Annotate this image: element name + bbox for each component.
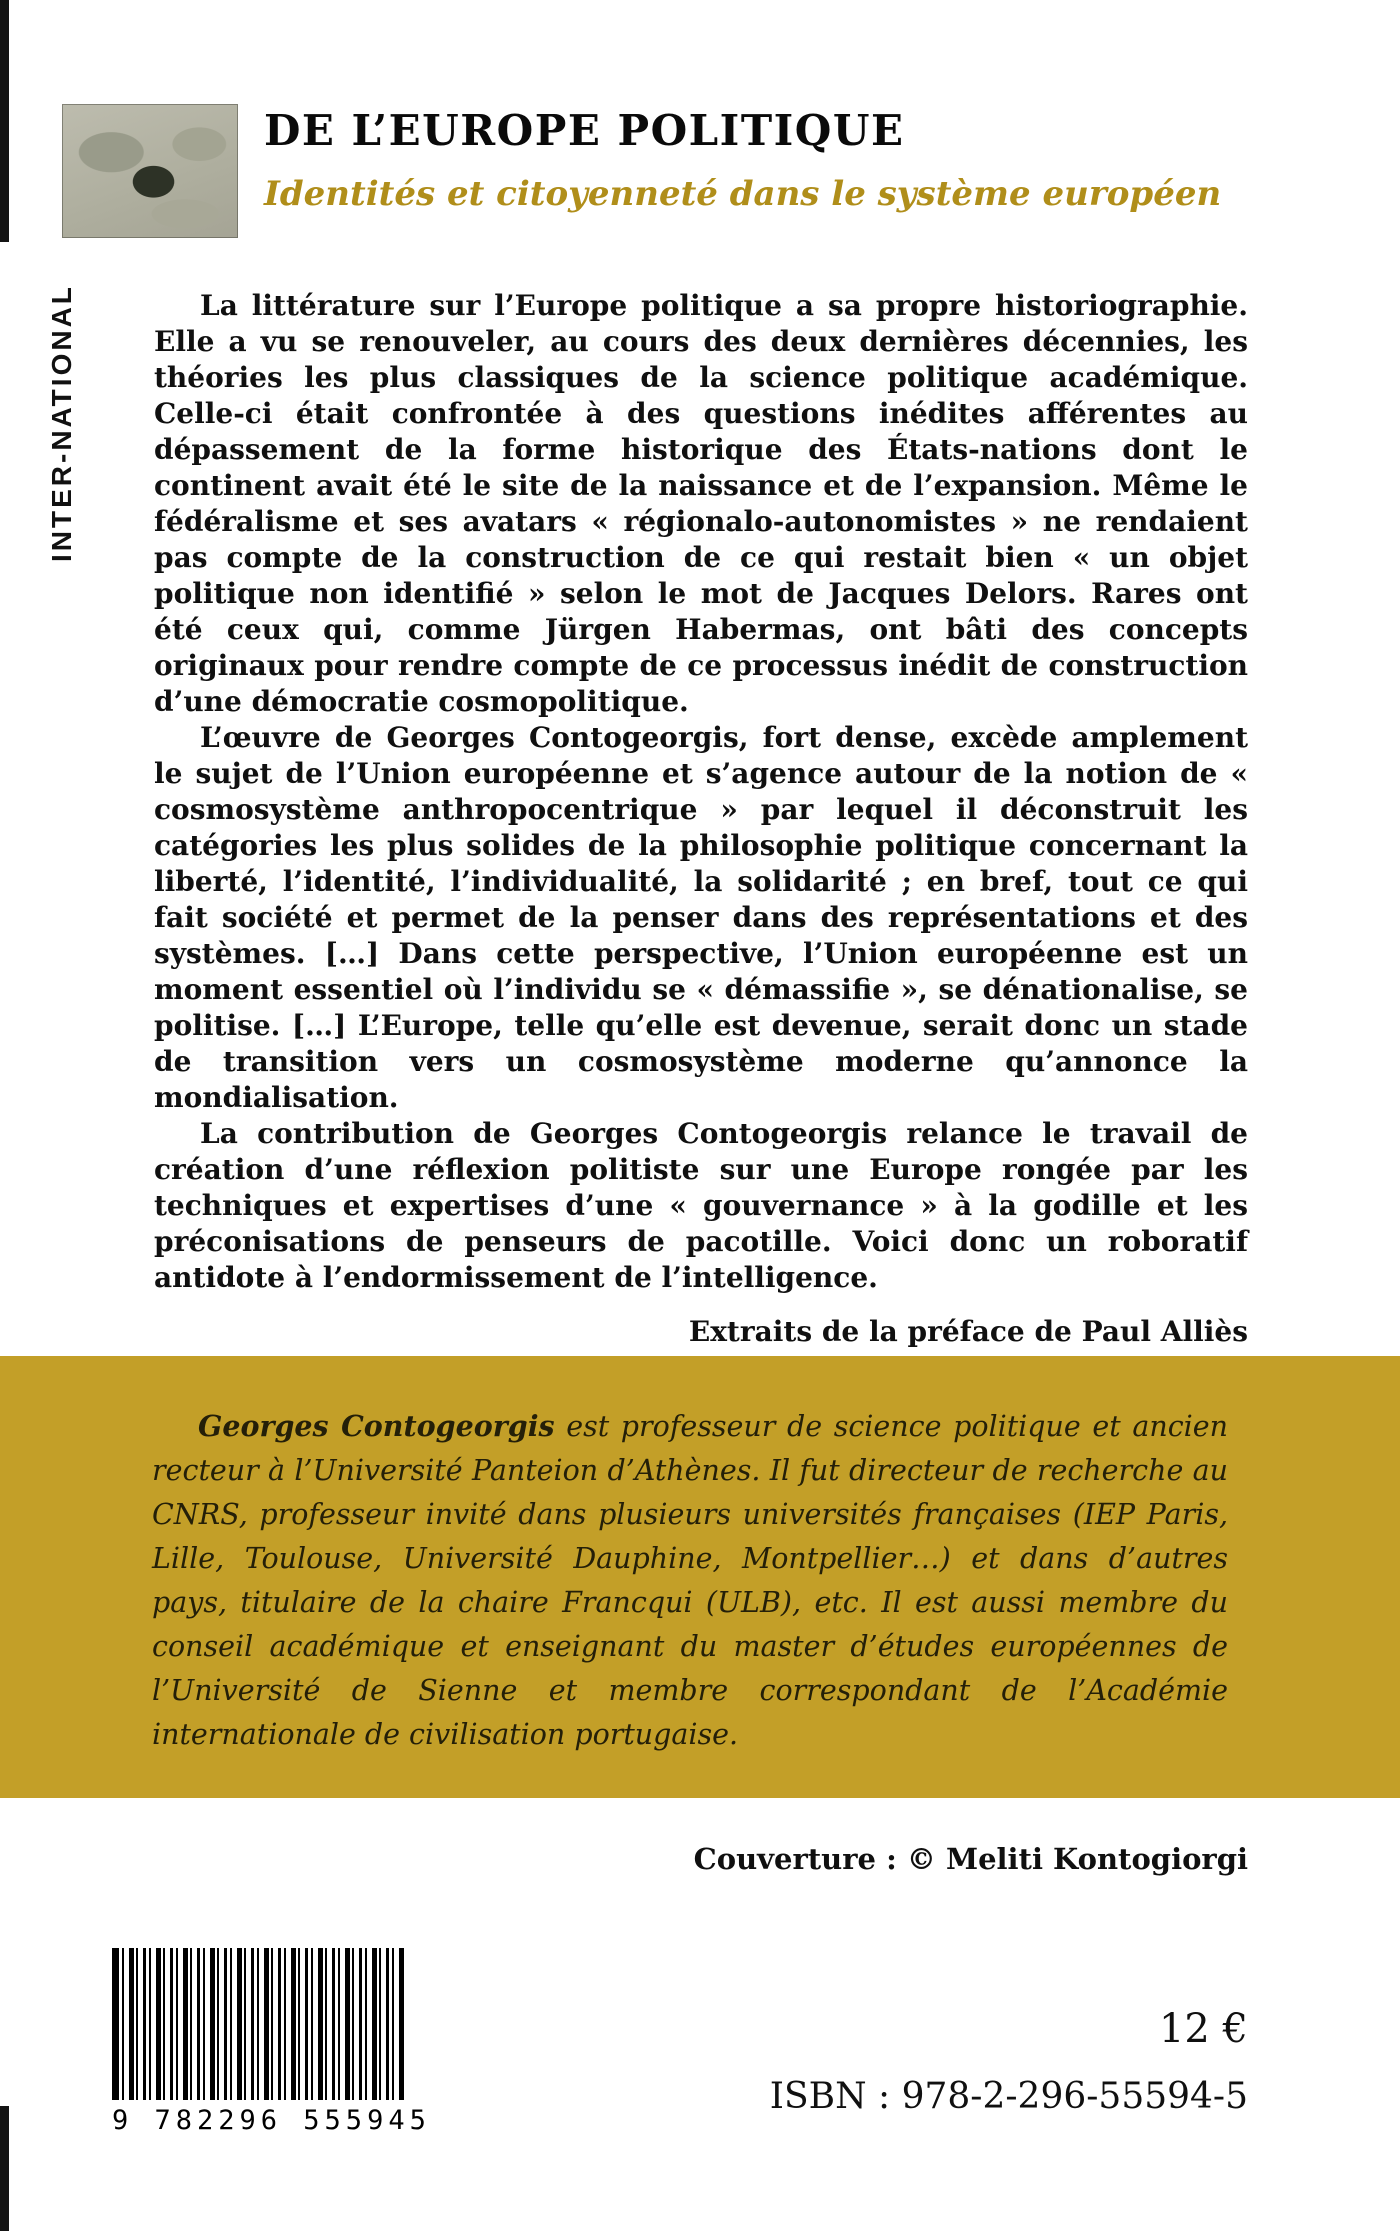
book-title: DE L’EUROPE POLITIQUE xyxy=(264,106,905,155)
spine-edge-strip-top xyxy=(0,0,9,242)
cover-art-credit: Couverture : © Meliti Kontogiorgi xyxy=(693,1842,1248,1876)
collection-label: INTER-NATIONAL xyxy=(46,284,77,562)
isbn: ISBN : 978-2-296-55594-5 xyxy=(769,2076,1248,2117)
author-bio xyxy=(0,1356,1400,1757)
preface-signature: Extraits de la préface de Paul Alliès xyxy=(688,1315,1248,1348)
back-cover-text xyxy=(154,288,1248,1350)
spine-edge-strip-bottom xyxy=(0,2106,9,2231)
barcode-number: 9 782296 555945 xyxy=(112,2105,431,2136)
price: 12 € xyxy=(1158,2006,1248,2052)
back-text-paragraph-3: La contribution de Georges Contogeorgis relance le travail de création d’une réflexion politiste sur une Europe rongée par les techniques et expertises d’une « gouvernance » à la godille et les préconisations de penseurs de pacotille. Voici donc un roboratif antidote à l’endormissement de l’intelligence. xyxy=(154,1117,1248,1294)
front-cover-map-thumbnail xyxy=(62,104,238,238)
back-text-paragraph-2: L’œuvre de Georges Contogeorgis, fort dense, excède amplement le sujet de l’Union européenne et s’agence autour de la notion de « cosmosystème anthropocentrique » par lequel il déconstruit les catégories les plus solides de la philosophie politique concernant la liberté, l’identité, l’individualité, la solidarité ; en bref, tout ce qui fait société et permet de la penser dans des représentations et des systèmes. […] Dans cette perspective, l’Union européenne est un moment essentiel où l’individu se « démassifie », se dénationalise, se politise. […] L’Europe, telle qu’elle est devenue, serait donc un stade de transition vers un cosmosystème moderne qu’annonce la mondialisation. xyxy=(154,721,1248,1114)
author-name: Georges Contogeorgis xyxy=(198,1409,555,1443)
book-subtitle: Identités et citoyenneté dans le système européen xyxy=(264,174,1222,214)
author-bio-band xyxy=(0,1356,1400,1798)
author-bio-text: est professeur de science politique et ancien recteur à l’Université Panteion d’Athènes. Il fut directeur de recherche au CNRS, professeur invité dans plusieurs universités françaises (IEP Paris, Lille, Toulouse, Université Dauphine, Montpellier…) et dans d’autres pays, titulaire de la chaire Francqui (ULB), etc. Il est aussi membre du conseil académique et enseignant du master d’études européennes de l’Université de Sienne et membre correspondant de l’Académie internationale de civilisation portugaise. xyxy=(152,1410,1228,1751)
back-text-paragraph-1: La littérature sur l’Europe politique a sa propre historiographie. Elle a vu se renouveler, au cours des deux dernières décennies, les théories les plus classiques de la science politique académique. Celle-ci était confrontée à des questions inédites afférentes au dépassement de la forme historique des États-nations dont le continent avait été le site de la naissance et de l’expansion. Même le fédéralisme et ses avatars « régionalo-autonomistes » ne rendaient pas compte de la construction de ce qui restait bien « un objet politique non identifié » selon le mot de Jacques Delors. Rares ont été ceux qui, comme Jürgen Habermas, ont bâti des concepts originaux pour rendre compte de ce processus inédit de construction d’une démocratie cosmopolitique. xyxy=(154,289,1248,718)
